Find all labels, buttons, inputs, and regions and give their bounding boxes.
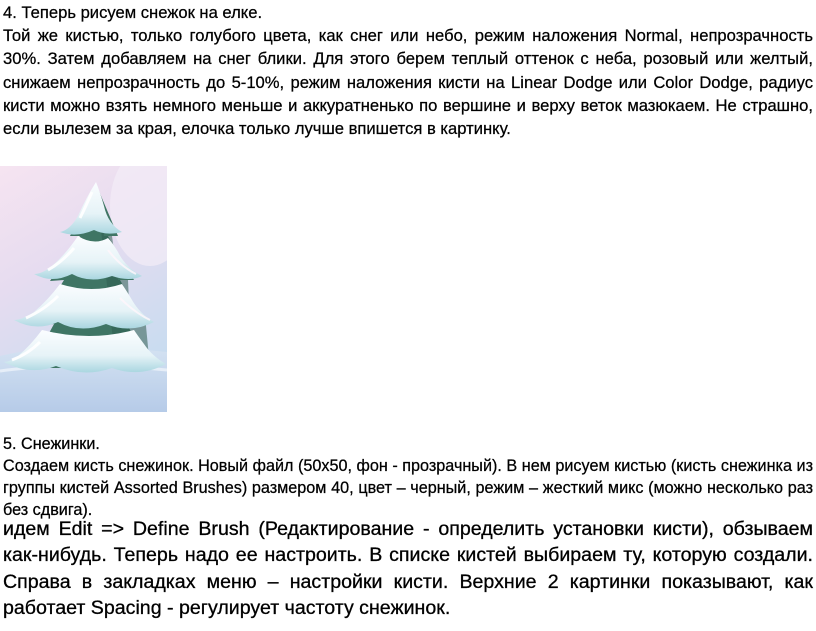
- section-5-heading: 5. Снежинки.: [3, 435, 100, 453]
- section-5-body: Создаем кисть снежинок. Новый файл (50х50, фон - прозрачный). В нем рисуем кистью (кисть снежинка из группы кистей Assorted Brushes) размером 40, цвет – черный, режим – жесткий микс (можно несколько раз без сдвига).: [3, 457, 813, 519]
- section-5: [3, 433, 813, 521]
- section-4: [3, 1, 813, 140]
- section-4-heading: 4. Теперь рисуем снежок на елке.: [3, 3, 263, 22]
- section-4-body: Той же кистью, только голубого цвета, как снег или небо, режим наложения Normal, непрозрачность 30%. Затем добавляем на снег блики. Для этого берем теплый оттенок с неба, розовый или желтый, снижаем непрозрачность до 5-10%, режим наложения кисти на Linear Dodge или Color Dodge, радиус кисти можно взять немного меньше и аккуратненько по вершине и верху веток мазюкаем. Не страшно, если вылезем за края, елочка только лучше впишется в картинку.: [3, 26, 813, 139]
- section-5-continuation: идем Edit => Define Brush (Редактирование - определить установки кисти), обзываем как-нибудь. Теперь надо ее настроить. В списке кистей выбираем ту, которую создали. Справа в закладках меню – настройки кисти. Верхние 2 картинки показывают, как работает Spacing - регулирует частоту снежинок.: [3, 518, 813, 620]
- snowy-fir-tree-image: [0, 166, 167, 412]
